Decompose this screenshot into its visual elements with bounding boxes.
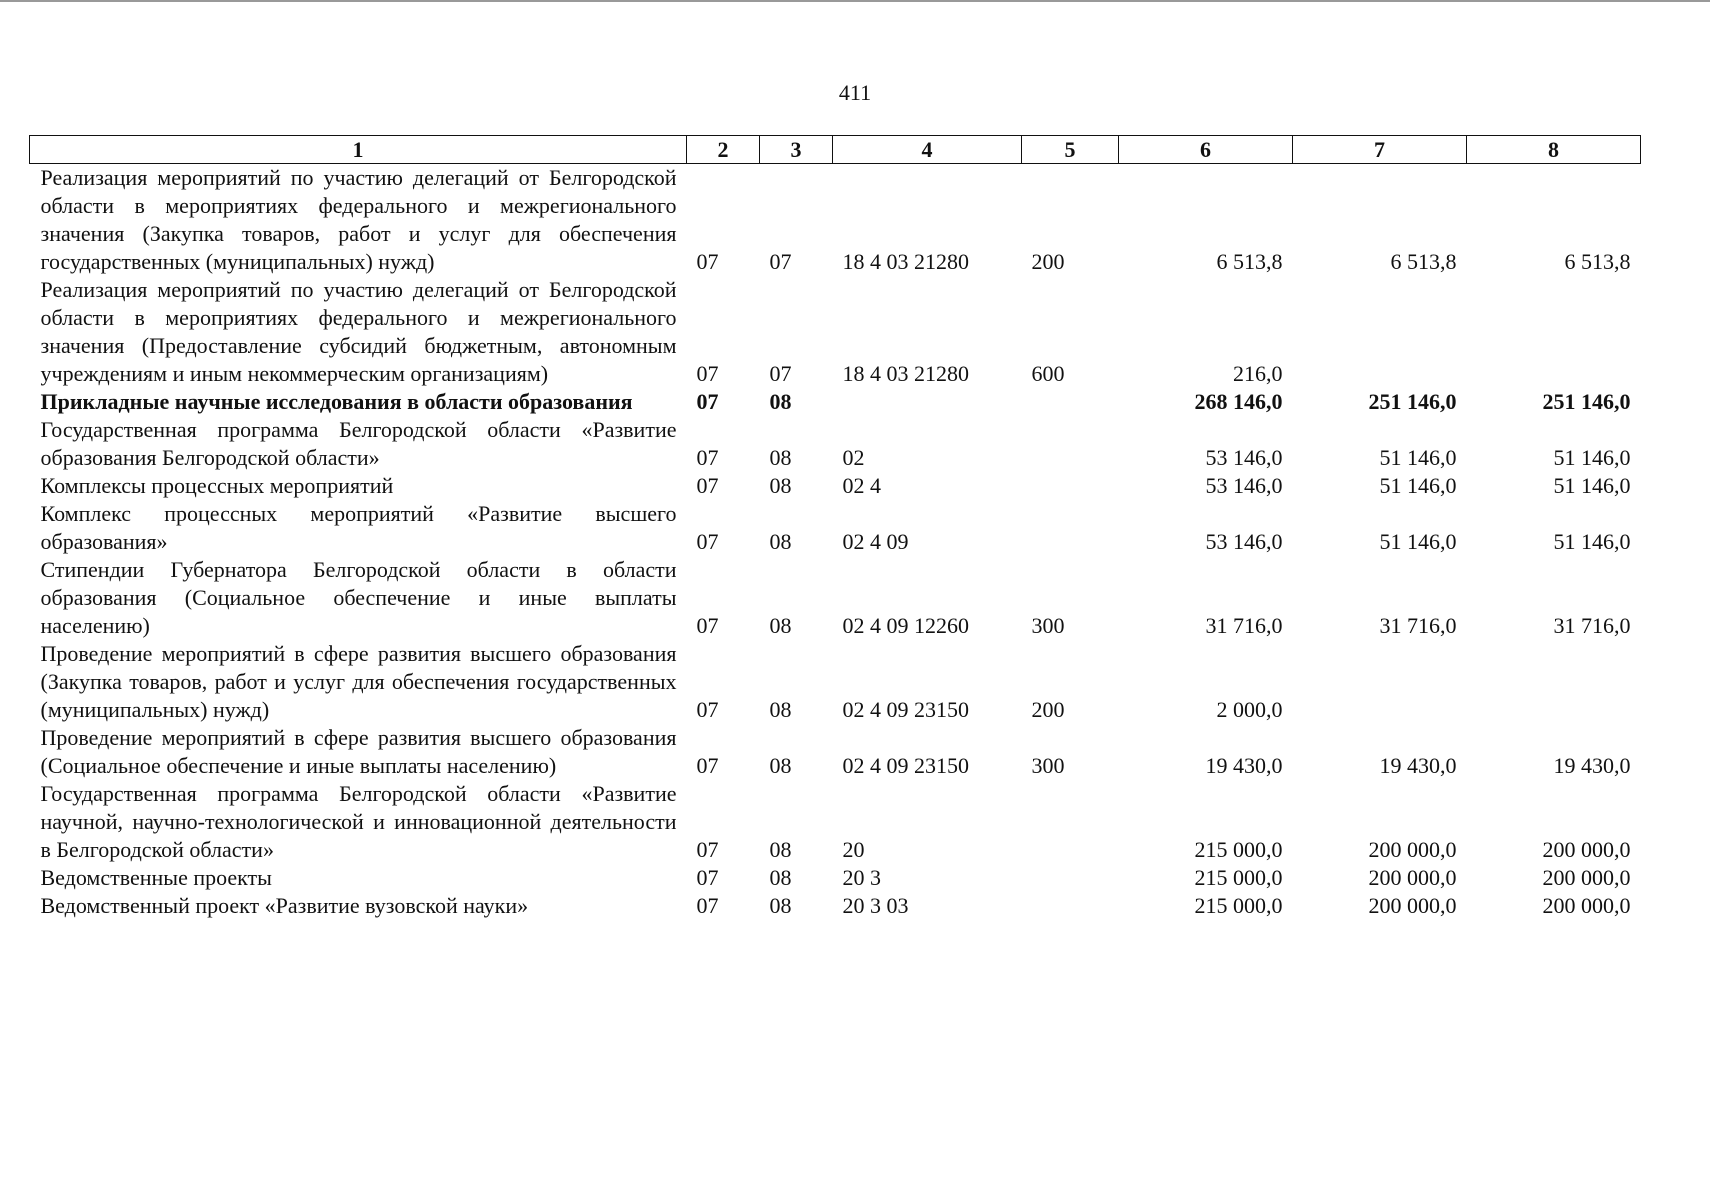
subsection-code: 07 xyxy=(769,361,792,386)
target-article-code: 18 4 03 21280 xyxy=(842,249,969,274)
target-article-code: 20 3 xyxy=(842,865,881,890)
header-col-8: 8 xyxy=(1467,136,1641,164)
row-name: Прикладные научные исследования в области образования xyxy=(40,389,633,414)
subsection-code: 08 xyxy=(769,753,792,778)
table-row xyxy=(30,388,1641,416)
table-row xyxy=(30,892,1641,920)
section-code: 07 xyxy=(696,837,719,862)
target-article-code: 20 3 03 xyxy=(842,893,909,918)
table-row xyxy=(30,472,1641,500)
amount-col-6: 53 146,0 xyxy=(1205,473,1283,498)
table-row xyxy=(30,864,1641,892)
subsection-code: 08 xyxy=(769,445,792,470)
section-code: 07 xyxy=(696,613,719,638)
row-name: Стипендии Губернатора Белгородской области в области образования (Социальное обеспечение и иные выплаты населению) xyxy=(40,557,677,638)
expense-type-code xyxy=(1022,416,1119,472)
amount-col-7: 200 000,0 xyxy=(1368,837,1457,862)
section-code: 07 xyxy=(696,753,719,778)
top-border-line xyxy=(0,0,1710,2)
amount-col-7 xyxy=(1293,640,1467,724)
section-code: 07 xyxy=(696,361,719,386)
expense-type-code: 300 xyxy=(1031,753,1065,778)
section-code: 07 xyxy=(696,249,719,274)
expense-type-code: 600 xyxy=(1031,361,1065,386)
table-row xyxy=(30,500,1641,556)
target-article-code: 02 4 09 23150 xyxy=(842,753,969,778)
target-article-code: 02 4 09 xyxy=(842,529,909,554)
amount-col-6: 2 000,0 xyxy=(1216,697,1283,722)
amount-col-7: 51 146,0 xyxy=(1379,445,1457,470)
table-row xyxy=(30,556,1641,640)
row-name: Государственная программа Белгородской области «Развитие образования Белгородской области» xyxy=(40,417,677,470)
subsection-code: 08 xyxy=(769,389,792,414)
expense-type-code: 200 xyxy=(1031,697,1065,722)
amount-col-7: 251 146,0 xyxy=(1368,389,1457,414)
section-code: 07 xyxy=(696,473,719,498)
row-name: Реализация мероприятий по участию делегаций от Белгородской области в мероприятиях федерального и межрегионального значения (Закупка товаров, работ и услуг для обеспечения государственных (муниципальных) нужд) xyxy=(40,165,677,274)
target-article-code: 02 4 09 12260 xyxy=(842,613,969,638)
header-col-4: 4 xyxy=(833,136,1022,164)
subsection-code: 08 xyxy=(769,529,792,554)
amount-col-7: 51 146,0 xyxy=(1379,473,1457,498)
amount-col-8: 31 716,0 xyxy=(1553,613,1631,638)
expense-type-code xyxy=(1022,500,1119,556)
expense-type-code xyxy=(1022,780,1119,864)
expense-type-code xyxy=(1022,472,1119,500)
amount-col-6: 53 146,0 xyxy=(1205,529,1283,554)
row-name: Реализация мероприятий по участию делегаций от Белгородской области в мероприятиях федерального и межрегионального значения (Предоставление субсидий бюджетным, автономным учреждениям и иным некоммерческим организациям) xyxy=(40,277,677,386)
amount-col-6: 6 513,8 xyxy=(1216,249,1283,274)
amount-col-6: 215 000,0 xyxy=(1194,837,1283,862)
row-name: Государственная программа Белгородской области «Развитие научной, научно-технологической и инновационной деятельности в Белгородской области» xyxy=(40,781,677,862)
amount-col-8: 19 430,0 xyxy=(1553,753,1631,778)
amount-col-7: 200 000,0 xyxy=(1368,865,1457,890)
header-col-2: 2 xyxy=(687,136,760,164)
row-name: Ведомственные проекты xyxy=(40,865,272,890)
amount-col-6: 215 000,0 xyxy=(1194,893,1283,918)
header-col-5: 5 xyxy=(1022,136,1119,164)
amount-col-8: 51 146,0 xyxy=(1553,473,1631,498)
header-row xyxy=(30,136,1641,164)
row-name: Комплексы процессных мероприятий xyxy=(40,473,394,498)
amount-col-7: 6 513,8 xyxy=(1390,249,1457,274)
target-article-code xyxy=(833,388,1022,416)
target-article-code: 02 xyxy=(842,445,865,470)
amount-col-8: 51 146,0 xyxy=(1553,445,1631,470)
amount-col-7: 19 430,0 xyxy=(1379,753,1457,778)
subsection-code: 08 xyxy=(769,473,792,498)
amount-col-6: 53 146,0 xyxy=(1205,445,1283,470)
table-row xyxy=(30,416,1641,472)
table-row xyxy=(30,780,1641,864)
amount-col-8: 200 000,0 xyxy=(1542,837,1631,862)
section-code: 07 xyxy=(696,697,719,722)
target-article-code: 02 4 xyxy=(842,473,881,498)
header-col-3: 3 xyxy=(760,136,833,164)
section-code: 07 xyxy=(696,445,719,470)
amount-col-8: 200 000,0 xyxy=(1542,893,1631,918)
section-code: 07 xyxy=(696,865,719,890)
amount-col-8 xyxy=(1467,276,1641,388)
table-row xyxy=(30,276,1641,388)
amount-col-8: 51 146,0 xyxy=(1553,529,1631,554)
table-row xyxy=(30,164,1641,277)
table-row xyxy=(30,640,1641,724)
row-name: Проведение мероприятий в сфере развития высшего образования (Социальное обеспечение и иные выплаты населению) xyxy=(40,725,677,778)
amount-col-6: 216,0 xyxy=(1233,361,1283,386)
amount-col-6: 31 716,0 xyxy=(1205,613,1283,638)
section-code: 07 xyxy=(696,893,719,918)
amount-col-7: 200 000,0 xyxy=(1368,893,1457,918)
amount-col-8 xyxy=(1467,640,1641,724)
subsection-code: 08 xyxy=(769,893,792,918)
amount-col-6: 268 146,0 xyxy=(1194,389,1283,414)
target-article-code: 02 4 09 23150 xyxy=(842,697,969,722)
expense-type-code xyxy=(1022,388,1119,416)
table-row xyxy=(30,724,1641,780)
row-name: Проведение мероприятий в сфере развития высшего образования (Закупка товаров, работ и услуг для обеспечения государственных (муниципальных) нужд) xyxy=(40,641,677,722)
expense-type-code: 200 xyxy=(1031,249,1065,274)
target-article-code: 20 xyxy=(842,837,865,862)
amount-col-8: 251 146,0 xyxy=(1542,389,1631,414)
subsection-code: 08 xyxy=(769,837,792,862)
section-code: 07 xyxy=(696,529,719,554)
expense-type-code xyxy=(1022,864,1119,892)
table-header xyxy=(30,136,1641,164)
subsection-code: 08 xyxy=(769,613,792,638)
amount-col-7: 31 716,0 xyxy=(1379,613,1457,638)
header-col-1: 1 xyxy=(30,136,687,164)
subsection-code: 08 xyxy=(769,697,792,722)
expense-type-code: 300 xyxy=(1031,613,1065,638)
subsection-code: 07 xyxy=(769,249,792,274)
expense-type-code xyxy=(1022,892,1119,920)
amount-col-8: 200 000,0 xyxy=(1542,865,1631,890)
amount-col-8: 6 513,8 xyxy=(1564,249,1631,274)
table-body xyxy=(30,164,1641,921)
section-code: 07 xyxy=(696,389,719,414)
row-name: Ведомственный проект «Развитие вузовской науки» xyxy=(40,893,529,918)
target-article-code: 18 4 03 21280 xyxy=(842,361,969,386)
header-col-6: 6 xyxy=(1119,136,1293,164)
subsection-code: 08 xyxy=(769,865,792,890)
amount-col-7 xyxy=(1293,276,1467,388)
amount-col-7: 51 146,0 xyxy=(1379,529,1457,554)
budget-table xyxy=(29,135,1641,920)
amount-col-6: 19 430,0 xyxy=(1205,753,1283,778)
row-name: Комплекс процессных мероприятий «Развитие высшего образования» xyxy=(40,501,677,554)
amount-col-6: 215 000,0 xyxy=(1194,865,1283,890)
page-number: 411 xyxy=(838,80,872,105)
header-col-7: 7 xyxy=(1293,136,1467,164)
